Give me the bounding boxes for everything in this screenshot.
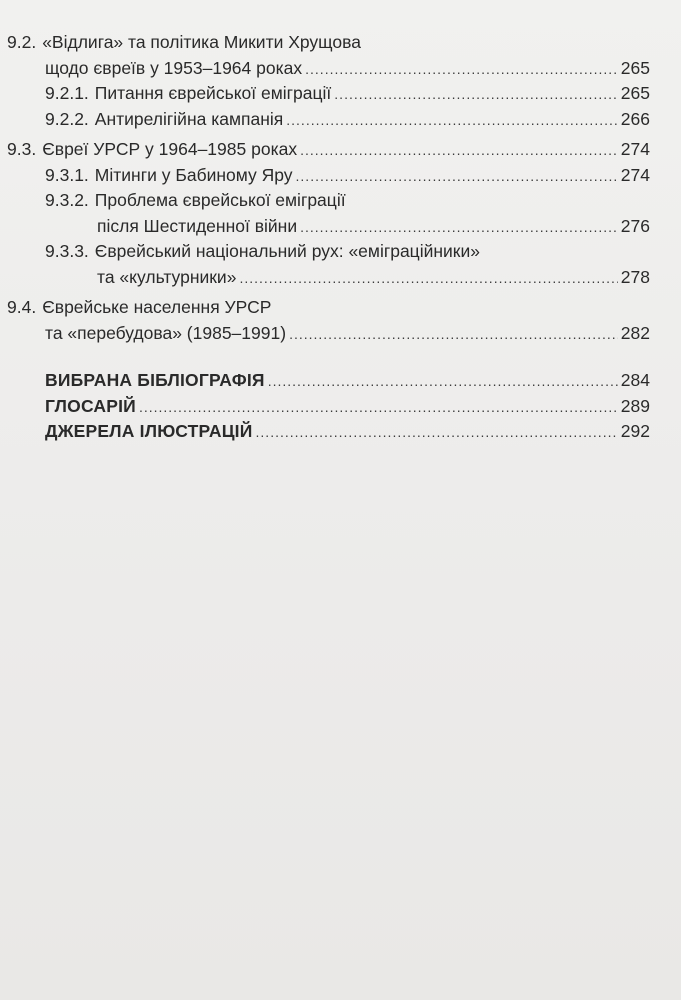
leader-dots	[305, 57, 618, 83]
toc-number: 9.3.1.	[45, 164, 89, 185]
toc-title: Проблема єврейської еміграції	[94, 190, 346, 210]
toc-entry-9-3-1[interactable]	[0, 163, 681, 189]
toc-line	[0, 394, 681, 420]
toc-entry-9-3[interactable]	[0, 137, 681, 163]
toc-entry-illustrations[interactable]	[0, 419, 681, 445]
toc-title: щодо євреїв у 1953–1964 роках	[45, 57, 303, 78]
toc-line	[0, 30, 681, 56]
toc-page-number: 292	[620, 421, 650, 441]
toc-number: 9.3.	[7, 139, 37, 159]
toc-number: 9.2.1.	[45, 83, 89, 103]
toc-number: 9.4.	[7, 297, 37, 317]
toc-entry-9-2[interactable]	[0, 30, 681, 81]
toc-number: 9.3.2.	[45, 190, 89, 210]
toc-line	[0, 368, 681, 394]
toc-page-number: 266	[620, 108, 650, 129]
toc-entry-9-3-2[interactable]	[0, 188, 681, 239]
table-of-contents	[0, 30, 681, 445]
toc-entry-9-2-1[interactable]	[0, 81, 681, 107]
toc-title: Антирелігійна кампанія	[94, 108, 284, 129]
toc-line	[0, 56, 681, 82]
toc-page-number: 274	[620, 164, 650, 185]
leader-dots	[256, 420, 618, 446]
toc-line	[0, 321, 681, 347]
toc-title: Єврейський національний рух: «еміграційники»	[94, 241, 480, 261]
leader-dots	[296, 164, 618, 190]
toc-line	[0, 265, 681, 291]
toc-line	[0, 188, 681, 214]
toc-title: Питання єврейської еміграції	[94, 83, 332, 103]
toc-page-number: 265	[620, 57, 650, 78]
toc-title: та «перебудова» (1985–1991)	[45, 322, 287, 343]
toc-line	[0, 239, 681, 265]
leader-dots	[300, 215, 618, 241]
toc-entry-bibliography[interactable]	[0, 368, 681, 394]
toc-number: 9.3.3.	[45, 241, 89, 261]
toc-page-number: 284	[620, 370, 650, 390]
toc-title: Мітинги у Бабиному Яру	[94, 164, 293, 185]
toc-title: Єврейське населення УРСР	[42, 297, 272, 317]
toc-number: 9.2.	[7, 32, 37, 52]
toc-page-number: 265	[620, 83, 650, 103]
toc-entry-9-3-3[interactable]	[0, 239, 681, 290]
toc-line	[0, 295, 681, 321]
toc-page-number: 274	[620, 139, 650, 159]
toc-title: після Шестиденної війни	[97, 215, 298, 236]
toc-entry-9-4[interactable]	[0, 295, 681, 346]
leader-dots	[334, 82, 618, 108]
leader-dots	[268, 369, 618, 395]
toc-line	[0, 214, 681, 240]
leader-dots	[286, 108, 618, 134]
toc-title: ГЛОСАРІЙ	[45, 395, 136, 416]
toc-number: 9.2.2.	[45, 108, 89, 129]
toc-page-number: 289	[620, 395, 650, 416]
toc-line	[0, 107, 681, 133]
toc-line	[0, 163, 681, 189]
toc-line	[0, 81, 681, 107]
toc-line	[0, 419, 681, 445]
toc-title: ДЖЕРЕЛА ІЛЮСТРАЦІЙ	[45, 421, 253, 441]
leader-dots	[239, 266, 617, 292]
toc-entry-glossary[interactable]	[0, 394, 681, 420]
toc-title: «Відлига» та політика Микити Хрущова	[42, 32, 361, 52]
toc-page-number: 278	[620, 266, 650, 287]
toc-title: та «культурники»	[97, 266, 237, 287]
leader-dots	[289, 322, 618, 348]
toc-page-number: 276	[620, 215, 650, 236]
toc-title: Євреї УРСР у 1964–1985 роках	[42, 139, 298, 159]
toc-title: ВИБРАНА БІБЛІОГРАФІЯ	[45, 370, 265, 390]
leader-dots	[139, 395, 618, 421]
toc-entry-9-2-2[interactable]	[0, 107, 681, 133]
leader-dots	[300, 138, 618, 164]
toc-line	[0, 137, 681, 163]
toc-page-number: 282	[620, 322, 650, 343]
